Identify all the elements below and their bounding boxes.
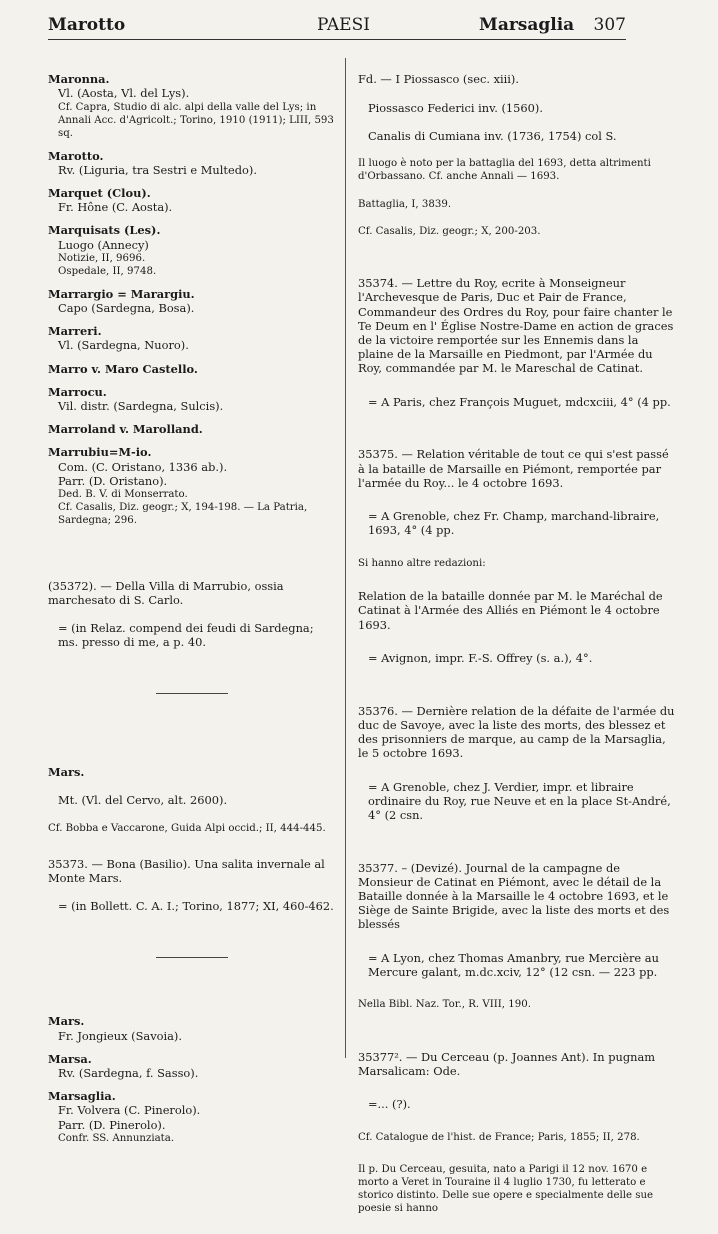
fd-line-3: Canalis di Cumiana inv. (1736, 1754) col S.: [368, 129, 617, 144]
entry-note: Confr. SS. Annunziata.: [58, 1132, 175, 1144]
entry-35374: 35374. — Lettre du Roy, ecrite à Monseigneur l'Archevesque de Paris, Duc et Pair de France, Commandeur des Ordres du Roy, pour faire chanter le Te Deum en l' Église Nostre-Dame en action de graces de la victoire remportée sur les Ennemis dans la plaine de la Marsaille en Piedmont, par l'Armée du Roy, commandée par M. le Mareschal de Catinat.: [358, 276, 674, 376]
entry-35377-sub: = A Lyon, chez Thomas Amanbry, rue Mercière au Mercure galant, m.dc.xciv, 12° (12 csn. — 223 pp.: [368, 950, 659, 979]
entry-35377b-note-2: Il p. Du Cerceau, gesuita, nato a Parigi il 12 nov. 1670 e morto a Veret in Touraine il 4 luglio 1730, fu letterato e storico distinto. Delle sue opere e specialmente delle sue poesie si hanno: [358, 1164, 654, 1214]
entry-title: Marrargio = Marargiu.: [48, 286, 195, 301]
entry-35373-sub: = (in Bollett. C. A. I.; Torino, 1877; XI, 460-462.: [58, 899, 334, 914]
entry-title: Mars.: [48, 1014, 85, 1029]
column-divider: [345, 58, 346, 1058]
entry-35377b-note-1: Cf. Catalogue de l'hist. de France; Paris, 1855; II, 278.: [358, 1131, 640, 1143]
entry-line: Fr. Hône (C. Aosta).: [58, 200, 173, 215]
entry-35375-sub: = A Grenoble, chez Fr. Champ, marchand-libraire, 1693, 4° (4 pp.: [368, 509, 660, 538]
entry-title: Mars.: [48, 764, 85, 779]
entry-title: Marotto.: [48, 148, 104, 163]
entry-35372-text: (35372). — Della Villa di Marrubio, ossia marchesato di S. Carlo.: [48, 578, 284, 607]
entry-35375-note: Si hanno altre redazioni:: [358, 557, 486, 569]
entry-title: Maronna.: [48, 72, 110, 87]
entry: [48, 1052, 336, 1080]
entry-title: Marsa.: [48, 1051, 92, 1066]
entry-note: Notizie, II, 9696.: [58, 252, 146, 264]
fd-line-1: Fd. — I Piossasco (sec. xiii).: [358, 72, 519, 87]
header-section: PAESI: [317, 15, 370, 35]
fd-line-2: Piossasco Federici inv. (1560).: [368, 100, 543, 115]
entry-line: Parr. (D. Pinerolo).: [58, 1117, 166, 1132]
entry-note: Ospedale, II, 9748.: [58, 265, 157, 277]
entry-35376: 35376. — Dernière relation de la défaite de l'armée du duc de Savoye, avec la liste des morts, des blessez et des prisonniers de marque, au camp de la Marsaglia, le 5 octobre 1693.: [358, 703, 675, 761]
entry-line: Parr. (D. Oristano).: [58, 473, 168, 488]
header-rule: [48, 39, 626, 40]
running-header: [48, 14, 626, 36]
entry-line: Vil. distr. (Sardegna, Sulcis).: [58, 399, 224, 414]
fd-note-2a: Battaglia, I, 3839.: [358, 198, 452, 210]
fd-note: Il luogo è noto per la battaglia del 1693, detta altrimenti d'Orbassano. Cf. anche Annali — 1693.: [358, 158, 651, 183]
entry-35375-relation: Relation de la bataille donnée par M. le Maréchal de Catinat à l'Armée des Alliés en Piémont le 4 octobre 1693.: [358, 589, 663, 632]
entry-note: Cf. Bobba e Vaccarone, Guida Alpi occid.; II, 444-445.: [48, 822, 326, 834]
entry-line: Rv. (Sardegna, f. Sasso).: [58, 1065, 199, 1080]
entry: [48, 385, 336, 413]
entry-title: Marrocu.: [48, 384, 107, 399]
entry-title: Marro v. Maro Castello.: [48, 361, 198, 376]
entry-line: Com. (C. Oristano, 1336 ab.).: [58, 459, 228, 474]
entry-35372-sub: = (in Relaz. compend dei feudi di Sardegna; ms. presso di me, a p. 40.: [58, 621, 314, 650]
entry: [48, 362, 336, 376]
entry-line: Rv. (Liguria, tra Sestri e Multedo).: [58, 162, 257, 177]
entry-line: Fr. Jongieux (Savoia).: [58, 1028, 182, 1043]
page-number: 307: [593, 15, 626, 35]
entry: [48, 72, 336, 139]
entry-note: Ded. B. V. di Monserrato.: [58, 489, 188, 501]
left-column: [48, 58, 336, 1168]
entry-line: Fr. Volvera (C. Pinerolo).: [58, 1103, 201, 1118]
entry-35374-sub: = A Paris, chez François Muguet, mdcxciii, 4° (4 pp.: [368, 394, 671, 409]
header-right-word: Marsaglia: [479, 15, 575, 35]
entry-line: Luogo (Annecy): [58, 237, 149, 252]
two-column-body: [48, 58, 675, 1214]
entry-35377: 35377. – (Devizé). Journal de la campagne de Monsieur de Catinat en Piémont, avec le détail de la Bataille donnée à la Marsaille le 4 octobre 1693, et le Siège de Sainte Brigide, avec la liste des morts et des blessés: [358, 860, 670, 932]
separator-rule: [156, 957, 228, 958]
entry-line: Vl. (Aosta, Vl. del Lys).: [58, 86, 190, 101]
entry-line: Vl. (Sardegna, Nuoro).: [58, 338, 189, 353]
entry: [48, 149, 336, 177]
entry-note: Cf. Casalis, Diz. geogr.; X, 194-198. — La Patria, Sardegna; 296.: [58, 502, 308, 527]
left-entries: [48, 72, 336, 527]
entry-35372: [48, 564, 336, 663]
entry-title: Marsaglia.: [48, 1089, 116, 1104]
entry-35377b: 35377². — Du Cerceau (p. Joannes Ant). In pugnam Marsalicam: Ode.: [358, 1049, 656, 1078]
entry: [48, 1014, 336, 1042]
entry: [48, 287, 336, 315]
entry-mars-1: [48, 751, 336, 928]
entry-35377b-sub: =... (?).: [368, 1097, 411, 1112]
entry-line: Mt. (Vl. del Cervo, alt. 2600).: [58, 793, 228, 808]
separator-rule: [156, 693, 228, 694]
entry: [48, 186, 336, 214]
entry-title: Marquisats (Les).: [48, 223, 161, 238]
entry-35377-note: Nella Bibl. Naz. Tor., R. VIII, 190.: [358, 999, 531, 1011]
entry: [48, 445, 336, 527]
right-column: [358, 58, 676, 1234]
entry-title: Marrubiu=M-io.: [48, 445, 152, 460]
entry-note: Cf. Capra, Studio di alc. alpi della valle del Lys; in Annali Acc. d'Agricolt.; Torino, 1910 (1911); LIII, 593 sq.: [58, 101, 334, 139]
entry: [48, 223, 336, 277]
fd-note-2b: Cf. Casalis, Diz. geogr.; X, 200-203.: [358, 225, 541, 237]
entry-line: Capo (Sardegna, Bosa).: [58, 301, 195, 316]
entry: [48, 1089, 336, 1145]
entry-35375-relation-sub: = Avignon, impr. F.-S. Offrey (s. a.), 4°.: [368, 650, 593, 665]
entry-35376-sub: = A Grenoble, chez J. Verdier, impr. et libraire ordinaire du Roy, rue Neuve et en la place St-André, 4° (2 csn.: [368, 779, 671, 822]
entry-35375: 35375. — Relation véritable de tout ce qui s'est passé à la bataille de Marsaille en Piémont, remportée par l'armée du Roy... le 4 octobre 1693.: [358, 447, 669, 490]
entry-35373: 35373. — Bona (Basilio). Una salita invernale al Monte Mars.: [48, 856, 325, 885]
left-tail-entries: [48, 1014, 336, 1144]
entry: [48, 422, 336, 436]
entry: [48, 324, 336, 352]
header-left-word: Marotto: [48, 15, 126, 35]
entry-title: Marquet (Clou).: [48, 186, 151, 201]
entry-title: Marroland v. Marolland.: [48, 422, 203, 437]
entry-title: Marreri.: [48, 324, 102, 339]
